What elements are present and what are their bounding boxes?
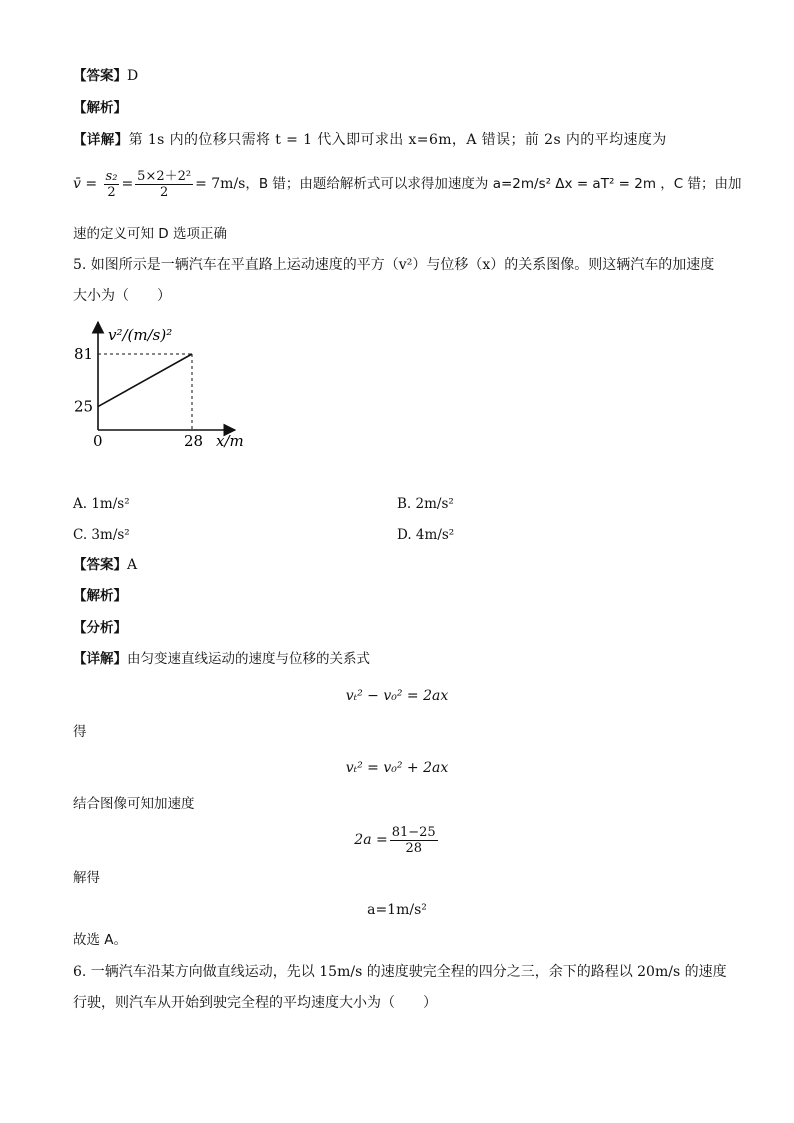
- detail-text: 由匀变速直线运动的速度与位移的关系式: [127, 651, 370, 667]
- option-b: B. 2m/s²: [397, 496, 454, 512]
- equation-4: a=1m/s²: [367, 902, 427, 918]
- equation-1: vₜ² − v₀² = 2ax: [345, 688, 449, 704]
- q5-detail-row: [73, 649, 370, 669]
- answer-value: A: [127, 557, 138, 573]
- y-tick-81: 81: [74, 345, 94, 363]
- detail-label: 【详解】: [73, 651, 127, 667]
- answer-label: 【答案】: [73, 557, 127, 573]
- q5-stem-line2: 大小为（ ）: [73, 288, 171, 304]
- de-text: 得: [73, 724, 87, 740]
- q6-stem-line1: 6. 一辆汽车沿某方向做直线运动，先以 15m/s 的速度驶完全程的四分之三，余下的路程以 20m/s 的速度: [73, 964, 727, 980]
- v2-x-graph: [70, 318, 270, 448]
- combine-text: 结合图像可知加速度: [73, 796, 195, 812]
- formula-lhs: v̄ =: [73, 176, 98, 192]
- detail-line2-rest: ，B 错；由题给解析式可以求得加速度为 a=2m/s² Δx = aT² = 2m ，C 错；由加: [245, 176, 742, 192]
- equation-3: 2a = $\frac{81-25}{28}$: [354, 824, 436, 856]
- series-line: [98, 354, 192, 407]
- analysis-label: 【解析】: [73, 588, 127, 604]
- formula-fraction-2: $\frac{\text{5×2＋2²}}{2}$: [137, 168, 192, 200]
- formula-fraction-1: $\frac{\text{s₂}}{2}$: [105, 168, 118, 200]
- y-axis-label: v²/(m/s)²: [108, 326, 173, 344]
- detail-text: 第 1s 内的位移只需将 t = 1 代入即可求出 x=6m，A 错误；前 2s 内的平均速度为: [128, 132, 667, 148]
- detail-label: 【详解】: [73, 132, 129, 148]
- q5-answer-row: [73, 555, 137, 575]
- q4-answer-row: [73, 66, 138, 86]
- q5-stem-line1: 5. 如图所示是一辆汽车在平直路上运动速度的平方（v²）与位移（x）的关系图像。则这辆汽车的加速度: [73, 257, 715, 273]
- x-tick-28: 28: [184, 432, 204, 448]
- analysis-label: 【解析】: [73, 100, 127, 116]
- q6-stem-line2: 行驶，则汽车从开始到驶完全程的平均速度大小为（ ）: [73, 995, 437, 1011]
- option-c: C. 3m/s²: [73, 527, 130, 543]
- x-axis-label: x/m: [216, 432, 244, 448]
- answer-value: D: [127, 68, 139, 84]
- q4-detail-line3: 速的定义可知 D 选项正确: [73, 226, 227, 242]
- conclusion-text: 故选 A。: [73, 932, 128, 948]
- q4-detail-line1: [73, 130, 667, 150]
- equation-2: vₜ² = v₀² + 2ax: [345, 760, 449, 776]
- fenxi-label: 【分析】: [73, 620, 127, 636]
- option-a: A. 1m/s²: [73, 496, 130, 512]
- jiede-text: 解得: [73, 870, 100, 886]
- option-d: D. 4m/s²: [397, 527, 455, 543]
- y-tick-25: 25: [74, 397, 94, 416]
- x-tick-0: 0: [93, 432, 103, 448]
- answer-label: 【答案】: [73, 68, 127, 84]
- q4-formula-line: v̄ = $\frac{\text{s₂}}{2}$ = $\frac{\text{5×2＋2²}}{2}$ = 7m/s，B 错；由题给解析式可以求得加速度为 a=2m/s² Δx = aT² = 2m ，C 错；由加: [73, 168, 742, 200]
- formula-result: = 7m/s: [195, 176, 246, 192]
